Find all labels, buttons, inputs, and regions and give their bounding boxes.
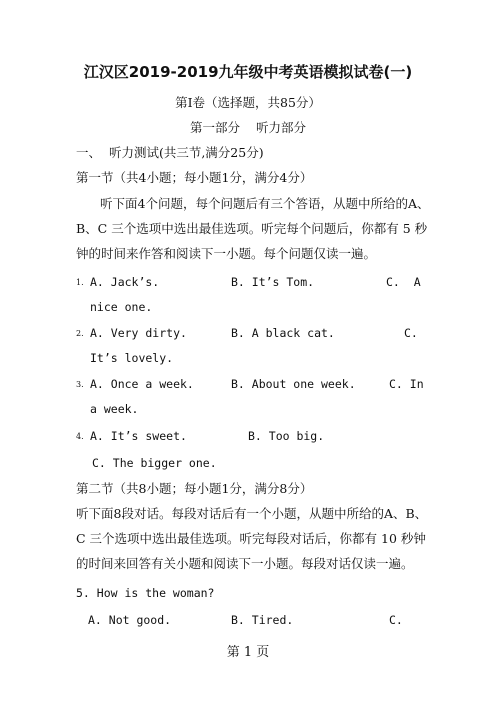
option-c: C.: [404, 326, 418, 340]
section2-instruction-line: 听下面8段对话。每段对话后有一个小题，从题中所给的A、B、: [76, 506, 428, 521]
option-c: C.: [389, 613, 403, 627]
paper-subtitle: 第Ⅰ卷（选择题，共85分）: [175, 95, 321, 110]
section1-header: 第一节（共4小题；每小题1分，满分4分）: [76, 170, 313, 185]
option-c: C. A: [386, 275, 421, 289]
section1-instruction-line: 听下面4个问题，每个问题后有三个答语，从题中所给的A、: [100, 196, 430, 211]
option-b: B. Tired.: [231, 613, 294, 627]
question-number: 1.: [76, 278, 84, 287]
page-footer: 第 1 页: [226, 645, 270, 660]
option-continuation: It’s lovely.: [90, 351, 174, 365]
section1-instruction-line: 钟的时间来作答和阅读下一小题。每个问题仅读一遍。: [76, 246, 377, 261]
question-number: 2.: [76, 329, 84, 338]
section1-instruction-line: B、C 三个选项中选出最佳选项。听完每个问题后，你都有 5 秒: [76, 221, 428, 236]
option-b: B. Too big.: [248, 429, 325, 443]
section-one-heading: 一、 听力测试(共三节,满分25分): [76, 145, 264, 160]
option-continuation: C. The bigger one.: [92, 456, 217, 470]
section2-instruction-line: C 三个选项中选出最佳选项。听完每段对话后，你都有 10 秒钟: [76, 531, 426, 546]
option-a: A. It’s sweet.: [90, 429, 187, 443]
option-a: A. Very dirty.: [90, 326, 187, 340]
question-number: 4.: [76, 432, 84, 441]
option-c: C. In: [389, 377, 424, 391]
question-stem: 5. How is the woman?: [76, 586, 215, 600]
option-b: B. A black cat.: [231, 326, 335, 340]
exam-title: 江汉区2019-2019九年级中考英语模拟试卷(一): [83, 63, 413, 81]
option-continuation: nice one.: [90, 300, 153, 314]
question-number: 3.: [76, 380, 84, 389]
option-b: B. It’s Tom.: [231, 275, 315, 289]
option-a: A. Jack’s.: [90, 275, 160, 289]
section2-header: 第二节（共8小题；每小题1分，满分8分）: [76, 481, 313, 496]
option-a: A. Not good.: [88, 613, 172, 627]
part-heading: 第一部分 听力部分: [190, 120, 306, 135]
section2-instruction-line: 的时间来回答有关小题和阅读下一小题。每段对话仅读一遍。: [76, 556, 414, 571]
option-continuation: a week.: [90, 402, 139, 416]
option-a: A. Once a week.: [90, 377, 194, 391]
option-b: B. About one week.: [231, 377, 356, 391]
